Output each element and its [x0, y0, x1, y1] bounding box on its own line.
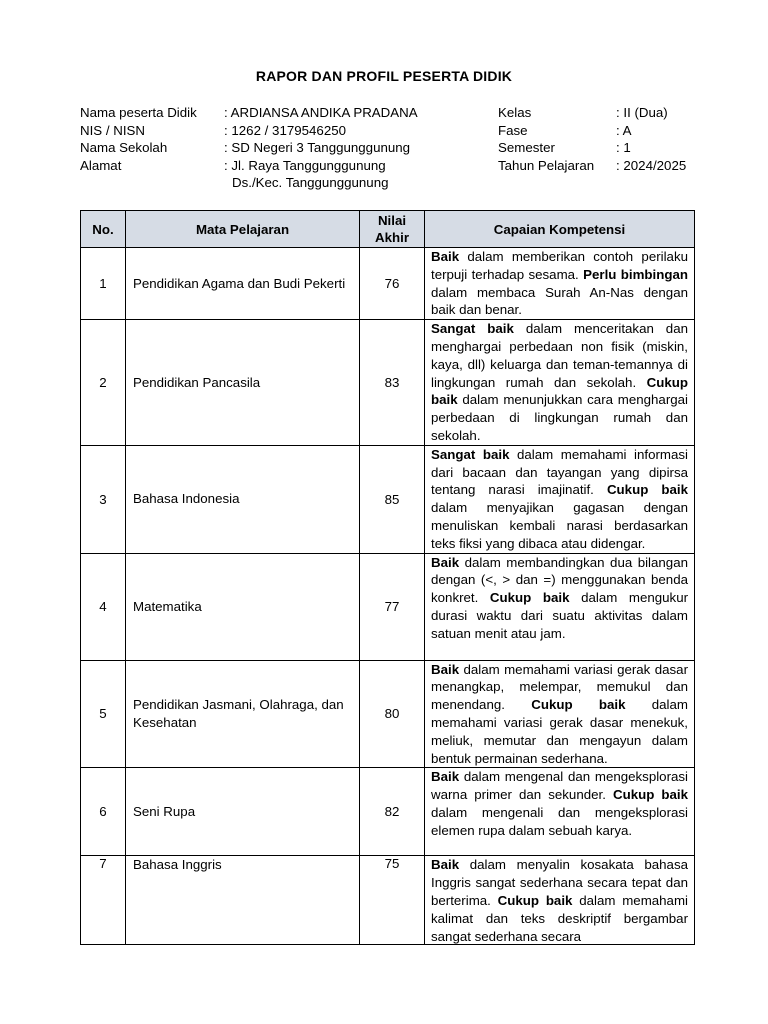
competency-text: dalam menunjukkan cara menghargai perbedaan di lingkungan rumah dan sekolah.: [431, 392, 688, 443]
row-score: 82: [360, 768, 425, 856]
competency-text: dalam menyalin kosakata bahasa Inggris sangat sederhana secara tepat dan berterima.: [431, 857, 688, 908]
competency-level: Perlu bimbingan: [583, 266, 689, 282]
row-score: 77: [360, 553, 425, 660]
row-no: 4: [81, 553, 126, 660]
table-row: [81, 445, 695, 553]
grades-table: [80, 210, 695, 945]
class-label: Kelas: [498, 105, 532, 120]
row-no: 7: [81, 856, 126, 945]
row-score: 85: [360, 445, 425, 553]
semester-value: : 1: [616, 140, 631, 156]
semester-label: Semester: [498, 140, 555, 156]
competency-level: Baik: [431, 661, 460, 677]
competency-level: Sangat baik: [431, 446, 510, 462]
competency-text: dalam membaca Surah An-Nas dengan baik dan benar.: [431, 284, 688, 318]
competency-level: Cukup baik: [489, 590, 570, 606]
nis-value: : 1262 / 3179546250: [224, 122, 347, 138]
address-label: Alamat: [80, 157, 122, 173]
row-competency: [425, 553, 695, 660]
year-value: : 2024/2025: [616, 157, 687, 173]
school-label: Nama Sekolah: [80, 140, 168, 156]
competency-level: Sangat baik: [431, 321, 514, 337]
header-competency: Capaian Kompetensi: [425, 211, 695, 248]
competency-text: dalam membandingkan dua bilangan dengan (<, > dan =) menggunakan benda konkret.: [431, 554, 688, 606]
row-no: 5: [81, 660, 126, 768]
competency-level: Baik: [431, 554, 460, 570]
student-info-right: [498, 104, 718, 174]
row-competency: [425, 660, 695, 768]
row-competency: [425, 248, 695, 320]
table-row: [81, 248, 695, 320]
semester-row: [498, 139, 718, 157]
competency-text: dalam menyajikan gagasan dengan menuliskan kembali narasi berdasarkan teks fiksi yang dibaca atau didengar.: [431, 500, 688, 551]
row-subject: Bahasa Indonesia: [126, 445, 360, 553]
competency-text: dalam memahami informasi dari bacaan dan tayangan yang dipirsa tentang narasi imajinatif.: [431, 446, 688, 498]
student-name-value: : ARDIANSA ANDIKA PRADANA: [224, 105, 418, 120]
competency-text: dalam memahami variasi gerak dasar menekuk, meliuk, memutar dan mengayun dalam bentuk permainan sederhana.: [431, 697, 688, 766]
nis-row: [80, 122, 490, 140]
row-score: 76: [360, 248, 425, 320]
competency-text: dalam menceritakan dan menghargai perbedaan non fisik (miskin, kaya, dll) keluarga dan teman-temannya di lingkungan rumah dan sekolah.: [431, 321, 688, 390]
competency-level: Cukup baik: [531, 697, 626, 713]
row-subject: Pendidikan Pancasila: [126, 320, 360, 446]
row-no: 1: [81, 248, 126, 320]
competency-level: Cukup baik: [606, 482, 688, 498]
row-subject: Seni Rupa: [126, 768, 360, 856]
table-row: [81, 320, 695, 446]
row-no: 3: [81, 445, 126, 553]
nis-label: NIS / NISN: [80, 122, 146, 138]
student-name-row: [80, 104, 490, 122]
competency-text: dalam mengenali dan mengeksplorasi elemen rupa dalam sebuah karya.: [431, 804, 688, 838]
row-subject: Bahasa Inggris: [126, 856, 360, 945]
header-no: No.: [81, 211, 126, 248]
row-competency: [425, 856, 695, 945]
table-row: [81, 553, 695, 660]
competency-text: dalam memahami variasi gerak dasar menangkap, melempar, memukul dan menendang.: [431, 661, 688, 713]
row-score: 83: [360, 320, 425, 446]
address-line2: Ds./Kec. Tanggunggunung: [232, 175, 389, 191]
competency-level: Cukup baik: [612, 787, 688, 803]
row-no: 2: [81, 320, 126, 446]
competency-level: Baik: [431, 857, 460, 873]
student-info-left: [80, 104, 490, 192]
year-row: [498, 157, 718, 175]
school-row: [80, 139, 490, 157]
school-value: : SD Negeri 3 Tanggunggunung: [224, 140, 411, 156]
competency-text: dalam memberikan contoh perilaku terpuji terhadap sesama.: [431, 249, 688, 282]
row-subject: Matematika: [126, 553, 360, 660]
row-no: 6: [81, 768, 126, 856]
row-competency: [425, 320, 695, 446]
address-row: [80, 157, 490, 175]
competency-text: dalam mengukur durasi waktu dari suatu aktivitas dalam satuan menit atau jam.: [431, 590, 689, 641]
report-title: RAPOR DAN PROFIL PESERTA DIDIK: [255, 68, 513, 84]
competency-text: dalam mengenal dan mengeksplorasi warna primer dan sekunder.: [431, 769, 688, 803]
row-score: 80: [360, 660, 425, 768]
student-name-label: Nama peserta Didik: [80, 105, 197, 120]
table-row: [81, 768, 695, 856]
phase-row: [498, 122, 718, 140]
row-competency-clip: [431, 856, 688, 944]
header-score: Nilai Akhir: [360, 211, 425, 248]
address-value: : Jl. Raya Tanggunggunung: [224, 157, 386, 173]
header-subject: Mata Pelajaran: [126, 211, 360, 248]
row-competency: [425, 445, 695, 553]
class-value: : II (Dua): [616, 105, 668, 120]
year-label: Tahun Pelajaran: [498, 157, 595, 173]
table-row: [81, 856, 695, 945]
table-row: [81, 660, 695, 768]
row-score: 75: [360, 856, 425, 945]
row-subject: Pendidikan Agama dan Budi Pekerti: [126, 248, 360, 320]
competency-level: Baik: [431, 249, 460, 264]
competency-text: dalam memahami kalimat dan teks deskriptif bergambar sangat sederhana secara: [431, 892, 688, 944]
competency-level: Baik: [431, 769, 460, 785]
phase-label: Fase: [498, 122, 528, 138]
grades-body: [81, 248, 695, 945]
competency-level: Cukup baik: [497, 892, 573, 908]
row-competency: [425, 768, 695, 856]
competency-level: Cukup baik: [431, 374, 688, 408]
row-subject: Pendidikan Jasmani, Olahraga, dan Kesehatan: [126, 660, 360, 768]
table-header-row: [81, 211, 695, 248]
class-row: [498, 104, 718, 122]
phase-value: : A: [616, 122, 632, 138]
